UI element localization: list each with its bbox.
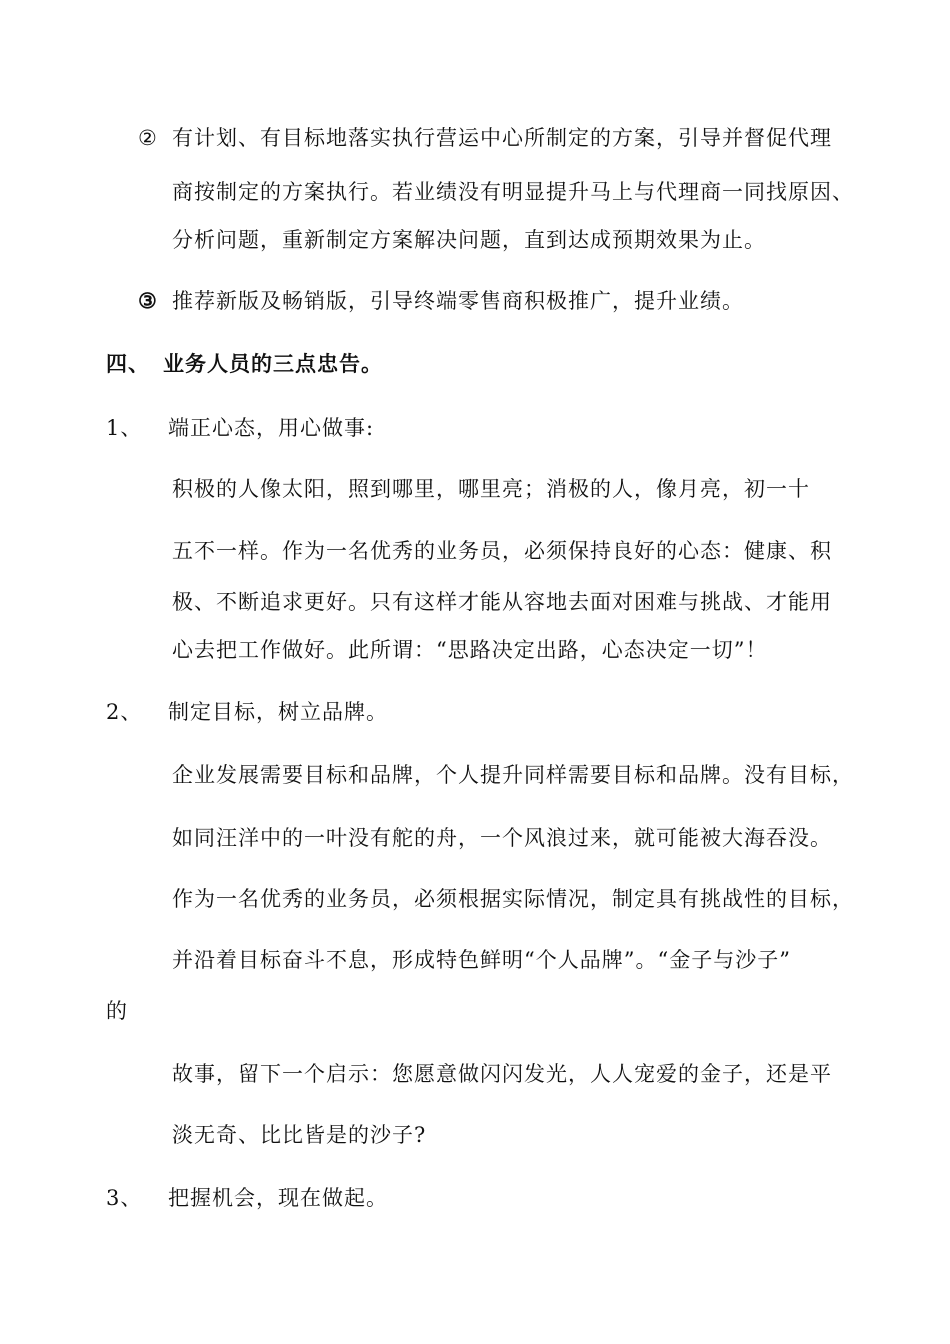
point-number: 2、 [106, 700, 143, 724]
orphan-character: 的 [106, 999, 128, 1023]
point-number: 1、 [106, 416, 143, 440]
point-heading: 端正心态，用心做事: [168, 416, 375, 440]
paragraph-line: 分析问题，重新制定方案解决问题，直到达成预期效果为止。 [172, 228, 766, 252]
paragraph-line: 并沿着目标奋斗不息，形成特色鲜明“个人品牌”。“金子与沙子” [172, 948, 791, 972]
paragraph-line: 如同汪洋中的一叶没有舵的舟，一个风浪过来，就可能被大海吞没。 [172, 826, 832, 850]
section-number: 四、 [106, 351, 150, 376]
circled-number-3: ③ [138, 288, 157, 313]
paragraph-line: 故事，留下一个启示：您愿意做闪闪发光，人人宠爱的金子，还是平 [172, 1062, 832, 1086]
paragraph-line: 积极的人像太阳，照到哪里，哪里亮；消极的人，像月亮，初一十 [172, 477, 810, 501]
paragraph-line: 企业发展需要目标和品牌，个人提升同样需要目标和品牌。没有目标， [172, 763, 854, 787]
paragraph-line: 有计划、有目标地落实执行营运中心所制定的方案，引导并督促代理 [172, 126, 832, 150]
paragraph-line: 推荐新版及畅销版，引导终端零售商积极推广，提升业绩。 [172, 289, 744, 313]
paragraph-line: 心去把工作做好。此所谓：“思路决定出路，心态决定一切”！ [172, 638, 768, 662]
circled-number-2: ② [138, 126, 157, 150]
point-heading: 把握机会，现在做起。 [168, 1186, 388, 1210]
paragraph-line: 作为一名优秀的业务员，必须根据实际情况，制定具有挑战性的目标， [172, 887, 854, 911]
paragraph-line: 极、不断追求更好。只有这样才能从容地去面对困难与挑战、才能用 [172, 590, 832, 614]
section-title: 业务人员的三点忠告。 [163, 351, 383, 376]
paragraph-line: 商按制定的方案执行。若业绩没有明显提升马上与代理商一同找原因、 [172, 180, 854, 204]
point-heading: 制定目标，树立品牌。 [168, 700, 388, 724]
paragraph-line: 五不一样。作为一名优秀的业务员，必须保持良好的心态：健康、积 [172, 539, 832, 563]
point-number: 3、 [106, 1186, 143, 1210]
paragraph-line: 淡无奇、比比皆是的沙子? [172, 1123, 427, 1147]
